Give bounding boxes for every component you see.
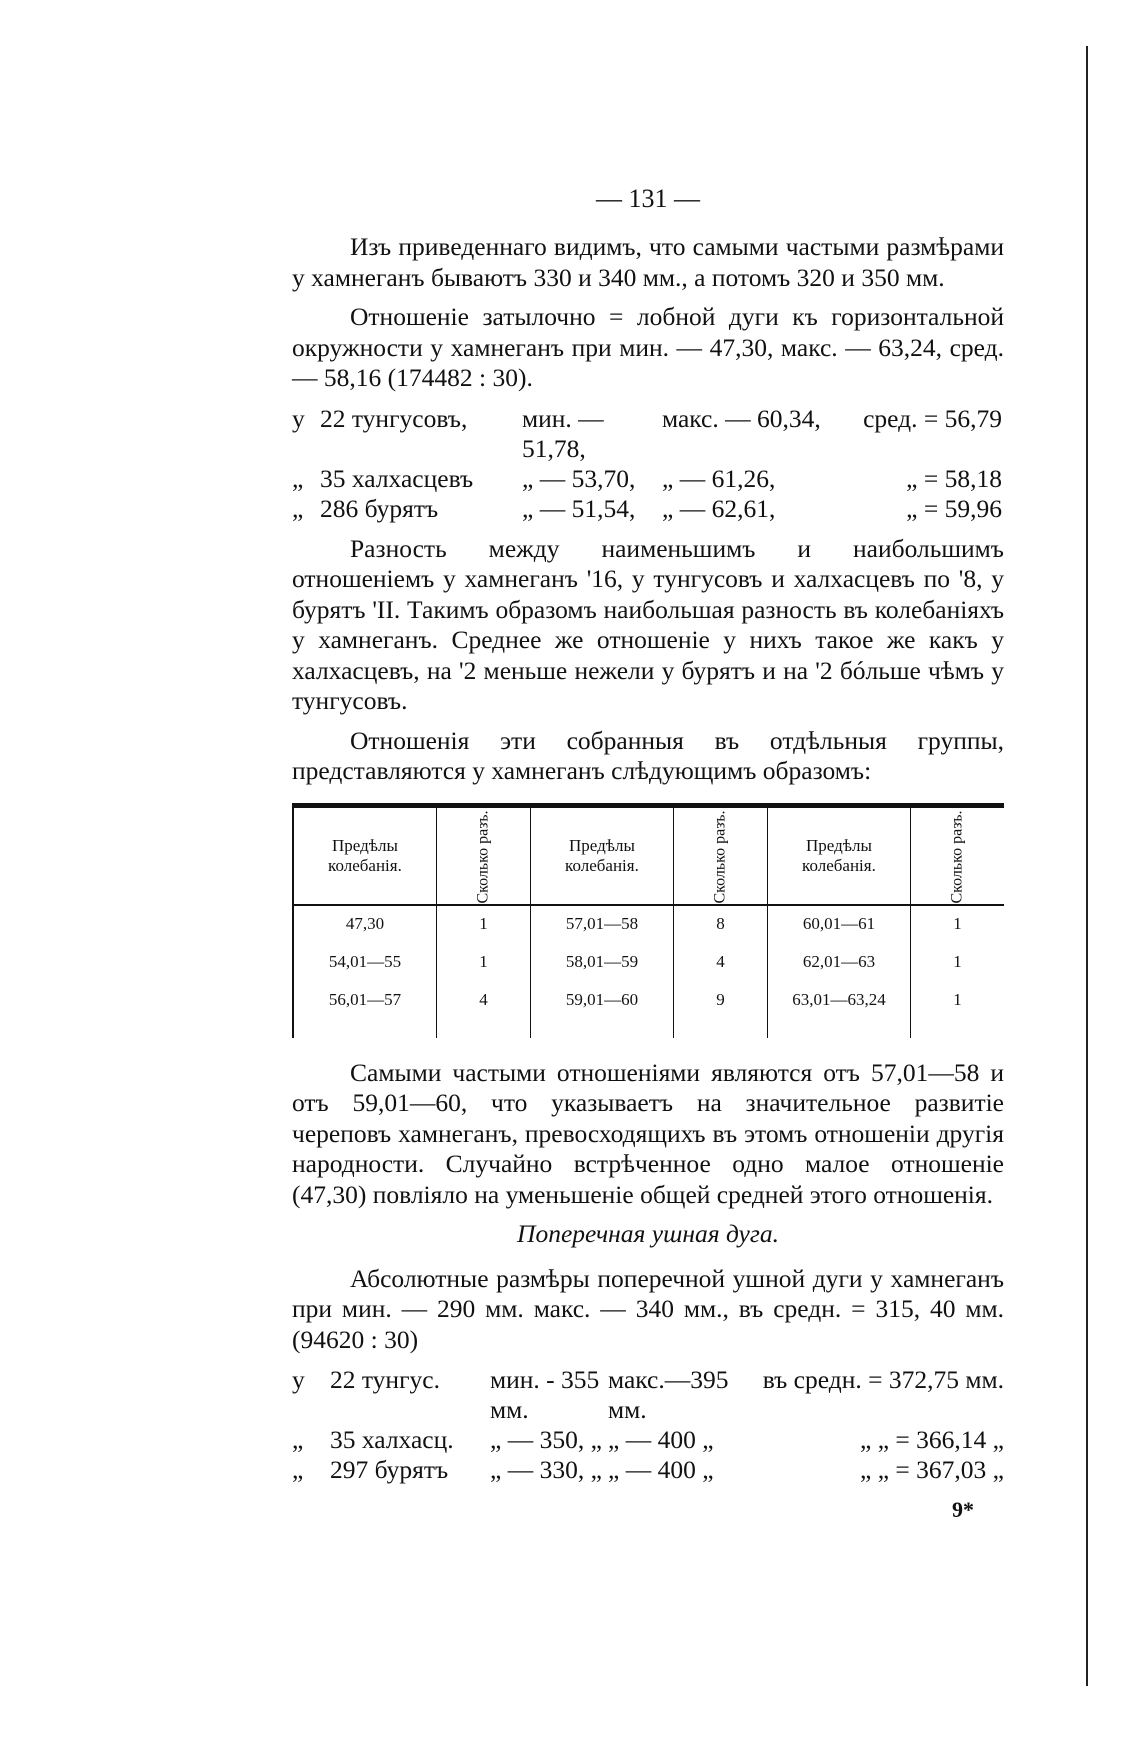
- table-cell: 8: [673, 905, 767, 944]
- cell: „: [292, 1455, 304, 1484]
- cell: „ — 400 „: [608, 1455, 714, 1484]
- cell: „ „ = 367,03 „: [860, 1455, 1004, 1484]
- cell: у: [292, 1365, 305, 1394]
- cell: „ — 400 „: [608, 1425, 714, 1454]
- cell: мин. — 51,78,: [522, 403, 604, 463]
- cell: „ — 61,26,: [662, 463, 776, 493]
- cell: мин. - 355 мм.: [490, 1365, 600, 1424]
- table-cell: 62,01—63: [768, 944, 911, 982]
- table-cell: 4: [673, 944, 767, 982]
- cell: макс. — 60,34,: [662, 403, 821, 433]
- header-count: [673, 805, 767, 905]
- paragraph-1: Изъ приведеннаго видимъ, что самыми частыми размѣрами у хамнеганъ бываютъ 330 и 340 мм., а потомъ 320 и 350 мм.: [292, 232, 1004, 292]
- cell: 35 халхасц.: [330, 1425, 454, 1454]
- paragraph-4: Отношенія эти собранныя въ отдѣльныя группы, представляются у хамнеганъ слѣдующимъ образомъ:: [292, 725, 1004, 785]
- section-title: Поперечная ушная дуга.: [517, 1219, 779, 1248]
- table-cell: 1: [910, 982, 1004, 1038]
- cell: „: [292, 493, 304, 523]
- cell: „ = 58,18: [906, 463, 1002, 493]
- table-cell: 47,30: [293, 905, 436, 944]
- cell: у: [292, 403, 305, 433]
- cell: „ = 59,96: [906, 493, 1002, 523]
- header-count: [910, 805, 1004, 905]
- table-cell: 58,01—59: [531, 944, 674, 982]
- table-cell: 1: [910, 944, 1004, 982]
- table-row: [293, 982, 1004, 1038]
- cell: въ средн. = 372,75 мм.: [762, 1365, 1004, 1394]
- table-cell: 9: [673, 982, 767, 1038]
- table-cell: 1: [436, 944, 530, 982]
- cell: сред. = 56,79: [863, 403, 1002, 433]
- table-row: [293, 905, 1004, 944]
- table-cell: 54,01—55: [293, 944, 436, 982]
- header-count-text: Сколько разъ.: [474, 809, 492, 904]
- comparison-row: [292, 494, 1004, 524]
- comparison-row: [292, 404, 1004, 464]
- paragraph-6: Абсолютные размѣры поперечной ушной дуги у хамнеганъ при мин. — 290 мм. макс. — 340 мм., въ средн. = 315, 40 мм. (94620 : 30): [292, 1263, 1004, 1354]
- comparison-row: [292, 1425, 1004, 1455]
- cell: „ „ = 366,14 „: [860, 1425, 1004, 1454]
- table-cell: 57,01—58: [531, 905, 674, 944]
- paragraph-2: Отношеніе затылочно = лобной дуги къ горизонтальной окружности у хамнеганъ при мин. — 47,30, макс. — 63,24, сред. — 58,16 (174482 : 30).: [292, 302, 1004, 392]
- cell: „ — 330, „: [490, 1455, 602, 1484]
- cell: 22 тунгус.: [330, 1365, 440, 1394]
- table-header-row: [293, 805, 1004, 905]
- header-count-text: Сколько разъ.: [948, 809, 966, 904]
- page-body: [292, 232, 1004, 1526]
- paragraph-5: Самыми частыми отношеніями являются отъ 57,01—58 и отъ 59,01—60, что указываетъ на значительное развитіе череповъ хамнеганъ, превосходящихъ въ этомъ отношеніи другія народности. Случайно встрѣченное одно малое отношеніе (47,30) повліяло на уменьшеніе общей средней этого отношенія.: [292, 1057, 1004, 1209]
- page-number: — 131 —: [596, 184, 700, 213]
- table-cell: 1: [910, 905, 1004, 944]
- comparison-row: [292, 464, 1004, 494]
- table-row: [293, 944, 1004, 982]
- table-cell: 59,01—60: [531, 982, 674, 1038]
- cell: „: [292, 1425, 304, 1454]
- table-cell: 4: [436, 982, 530, 1038]
- cell: 297 бурятъ: [330, 1455, 449, 1484]
- comparison-list-1: [292, 404, 1004, 524]
- header-range: Предѣлы колебанія.: [768, 805, 911, 905]
- paragraph-3: Разность между наименьшимъ и наибольшимъ отношеніемъ у хамнеганъ '16, у тунгусовъ и халхасцевъ по '8, у бурятъ 'II. Такимъ образомъ наибольшая разность въ колебаніяхъ у хамнеганъ. Среднее же отношеніе у нихъ такое же какъ у халхасцевъ, на '2 меньше нежели у бурятъ и на '2 бóльше чѣмъ у тунгусовъ.: [292, 533, 1004, 715]
- table-cell: 56,01—57: [293, 982, 436, 1038]
- table-cell: 60,01—61: [768, 905, 911, 944]
- table-cell: 63,01—63,24: [768, 982, 911, 1038]
- distribution-table: [292, 803, 1004, 1038]
- signature-mark: 9*: [952, 1497, 974, 1522]
- page-edge-line: [1086, 46, 1088, 1686]
- cell: „: [292, 463, 304, 493]
- comparison-row: [292, 1455, 1004, 1485]
- comparison-row: [292, 1365, 1004, 1425]
- cell: „ — 51,54,: [522, 493, 636, 523]
- header-count: [436, 805, 530, 905]
- header-range: Предѣлы колебанія.: [293, 805, 436, 905]
- cell: „ — 350, „: [490, 1425, 602, 1454]
- cell: макс.—395 мм.: [608, 1365, 729, 1424]
- cell: 22 тунгусовъ,: [320, 403, 468, 433]
- cell: 35 халхасцевъ: [320, 463, 474, 493]
- cell: 286 бурятъ: [320, 493, 439, 523]
- header-range: Предѣлы колебанія.: [531, 805, 674, 905]
- header-count-text: Сколько разъ.: [711, 809, 729, 904]
- comparison-list-2: [292, 1365, 1004, 1485]
- table-cell: 1: [436, 905, 530, 944]
- cell: „ — 53,70,: [522, 463, 636, 493]
- cell: „ — 62,61,: [662, 493, 776, 523]
